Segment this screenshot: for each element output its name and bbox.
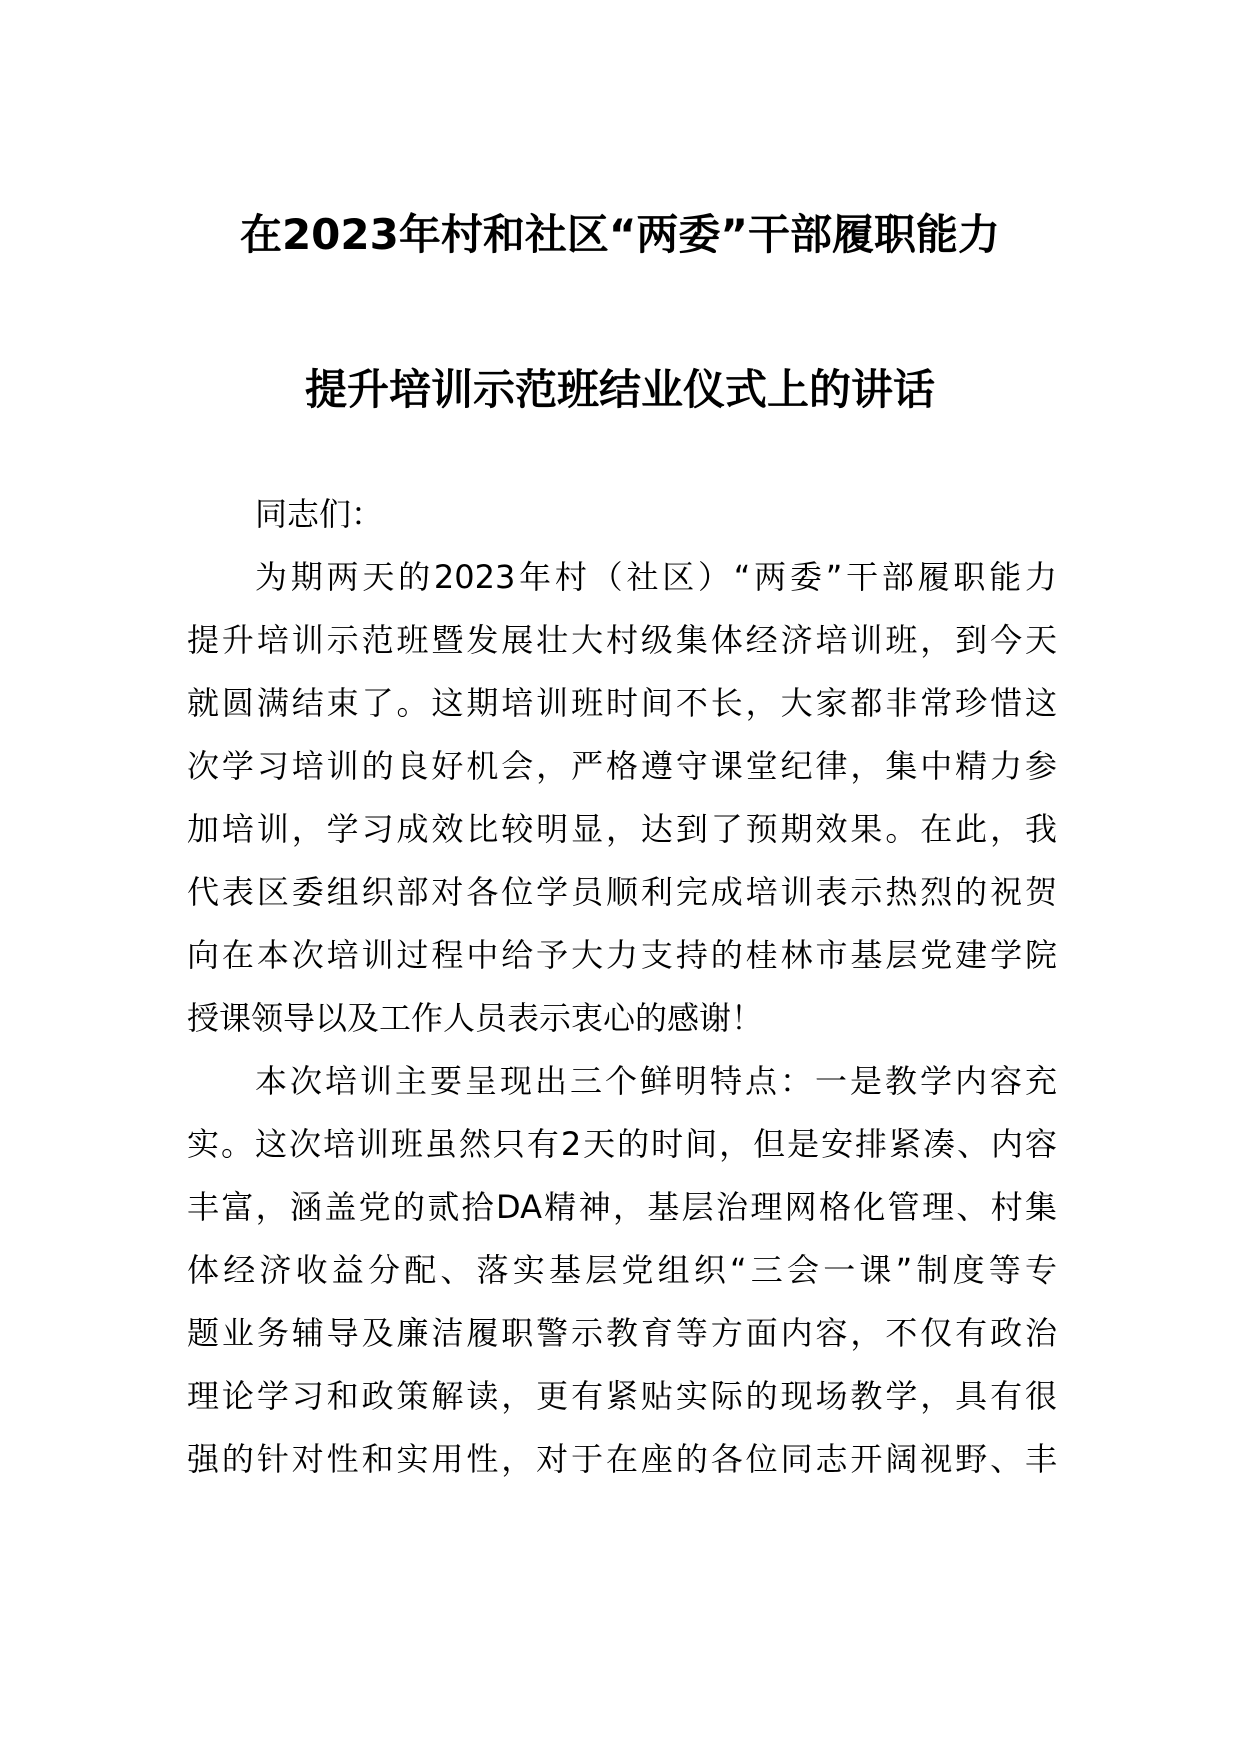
document-title-line-1: 在2023年村和社区“两委”干部履职能力 (239, 210, 1001, 259)
paragraph-2-line: 理论学习和政策解读，更有紧贴实际的现场教学，具有很 (187, 1377, 1057, 1415)
paragraph-1-line: 为期两天的2023年村（社区）“两委”干部履职能力 (255, 558, 1057, 596)
paragraph-2-line: 本次培训主要呈现出三个鲜明特点：一是教学内容充 (255, 1062, 1057, 1100)
paragraph-1-line: 次学习培训的良好机会，严格遵守课堂纪律，集中精力参 (187, 747, 1057, 785)
paragraph-1-line: 向在本次培训过程中给予大力支持的桂林市基层党建学院 (187, 936, 1057, 974)
paragraph-1-line: 提升培训示范班暨发展壮大村级集体经济培训班，到今天 (187, 621, 1057, 659)
salutation: 同志们： (255, 495, 384, 533)
document-body (187, 483, 1057, 1491)
paragraph-1-line: 授课领导以及工作人员表示衷心的感谢！ (187, 999, 764, 1037)
paragraph-1-line: 就圆满结束了。这期培训班时间不长，大家都非常珍惜这 (187, 684, 1057, 722)
paragraph-2-line: 丰富，涵盖党的贰拾DA精神，基层治理网格化管理、村集 (187, 1188, 1057, 1226)
paragraph-2-line: 题业务辅导及廉洁履职警示教育等方面内容，不仅有政治 (187, 1314, 1057, 1352)
document-title-line-2: 提升培训示范班结业仪式上的讲话 (304, 365, 935, 414)
paragraph-1-line: 代表区委组织部对各位学员顺利完成培训表示热烈的祝贺 (187, 873, 1057, 911)
paragraph-2-line: 体经济收益分配、落实基层党组织“三会一课”制度等专 (187, 1251, 1057, 1289)
paragraph-2-line: 强的针对性和实用性，对于在座的各位同志开阔视野、丰 (187, 1440, 1057, 1478)
paragraph-1-line: 加培训，学习成效比较明显，达到了预期效果。在此，我 (187, 810, 1057, 848)
paragraph-2-line: 实。这次培训班虽然只有2天的时间，但是安排紧凑、内容 (187, 1125, 1057, 1163)
